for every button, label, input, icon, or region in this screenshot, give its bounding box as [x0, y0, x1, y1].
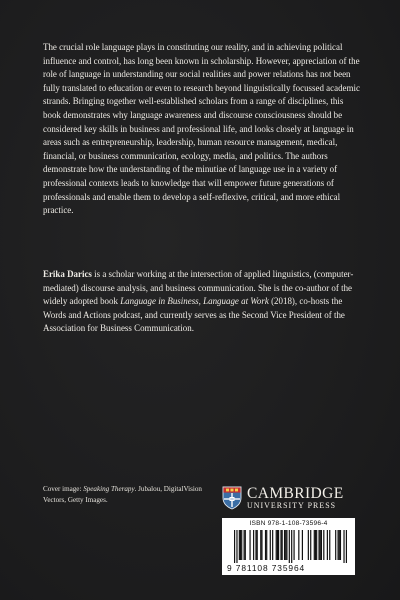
barcode-bar — [298, 530, 299, 560]
barcode-bar — [291, 530, 292, 563]
barcode-bar — [234, 530, 235, 563]
barcode-bar — [266, 530, 267, 560]
barcode-bar — [320, 530, 321, 560]
barcode-bar — [318, 530, 319, 560]
barcode-bar — [315, 530, 316, 560]
author-book-title: Language in Business, Language at Work — [120, 296, 269, 307]
isbn-barcode — [222, 518, 355, 575]
barcode-bars — [234, 530, 347, 563]
barcode-bar — [327, 530, 328, 560]
barcode-bar — [314, 530, 315, 560]
book-blurb: The crucial role language plays in constituting our reality, and in achieving political influence and control, has long been known in scholarship. However, appreciation of the role of language in understanding our social realities and power relations has not been fully translated to education or even to research beyond linguistically focussed academic strands. Bringing together well-established scholars from a range of disciplines, this book demonstrates why language awareness and discourse consciousness should be considered key skills in business and professional life, and looks closely at language in areas such as entrepreneurship, leadership, human resource management, medical, financial, or business communication, ecology, media, and politics. The authors demonstrate how the understanding of the minutiae of language use in a variety of professional contexts leads to knowledge that will empower future generations of professionals and enable them to develop a self-reflexive, critical, and more ethical practice. — [43, 42, 360, 216]
barcode-bar — [245, 530, 246, 560]
barcode-bar — [260, 530, 261, 560]
barcode-bar — [310, 530, 311, 560]
barcode-bar — [308, 530, 309, 560]
barcode-bar — [255, 530, 256, 560]
barcode-bar — [302, 530, 303, 560]
isbn-label: ISBN 978-1-108-73596-4 — [249, 520, 328, 527]
barcode-bar — [337, 530, 338, 560]
barcode-bar — [265, 530, 266, 560]
barcode-bar — [323, 530, 324, 560]
barcode-bar — [280, 530, 281, 560]
barcode-digits: 9 781108 735964 — [227, 563, 306, 573]
barcode-bar — [253, 530, 254, 560]
barcode-bar — [278, 530, 279, 560]
publisher-logo — [222, 485, 355, 511]
publisher-press: UNIVERSITY PRESS — [247, 501, 337, 511]
barcode-bar — [339, 530, 340, 560]
author-bio-text-1: is a scholar working at the intersection of applied linguistics, (computer-mediated) discourse analysis, and business communication. She is the co-author of the widely adopted book — [43, 269, 354, 307]
barcode-bar — [293, 530, 294, 560]
barcode-bar — [276, 530, 277, 560]
barcode-bar — [329, 530, 330, 560]
barcode-bar — [286, 530, 287, 560]
barcode-bar — [261, 530, 262, 560]
barcode-bar — [240, 530, 241, 560]
barcode-bar — [284, 530, 285, 560]
barcode-bar — [241, 530, 242, 560]
barcode-bar — [272, 530, 273, 560]
barcode-bar — [289, 530, 290, 563]
barcode-bar — [244, 530, 245, 560]
barcode-bar — [316, 530, 317, 560]
barcode-bar — [249, 530, 250, 560]
author-bio-text-2: (2018), co-hosts the Words and Actions podcast, and currently serves as the Second Vice President of the Association for Business Communication. — [43, 296, 345, 334]
publisher-name: CAMBRIDGE — [247, 484, 344, 502]
cambridge-shield-icon — [222, 486, 242, 510]
publisher-wordmark — [247, 486, 344, 510]
barcode-bar — [321, 530, 322, 560]
credit-prefix: Cover image: — [43, 485, 84, 493]
barcode-bar — [282, 530, 283, 560]
barcode-bar — [343, 530, 344, 563]
barcode-bar — [236, 530, 237, 563]
barcode-bar — [346, 530, 347, 563]
author-bio — [43, 268, 363, 336]
barcode-bar — [335, 530, 336, 560]
credit-artwork-title: Speaking Therapy — [83, 485, 135, 493]
barcode-bar — [285, 530, 286, 560]
barcode-bar — [277, 530, 278, 560]
credit-rest: . Jubalou, DigitalVision Vectors, Getty Images. — [43, 485, 202, 504]
barcode-bar — [270, 530, 271, 560]
barcode-bar — [257, 530, 258, 560]
author-name: Erika Darics — [43, 269, 92, 279]
barcode-bar — [340, 530, 341, 560]
cover-image-credit — [43, 484, 218, 505]
barcode-bar — [239, 530, 240, 560]
